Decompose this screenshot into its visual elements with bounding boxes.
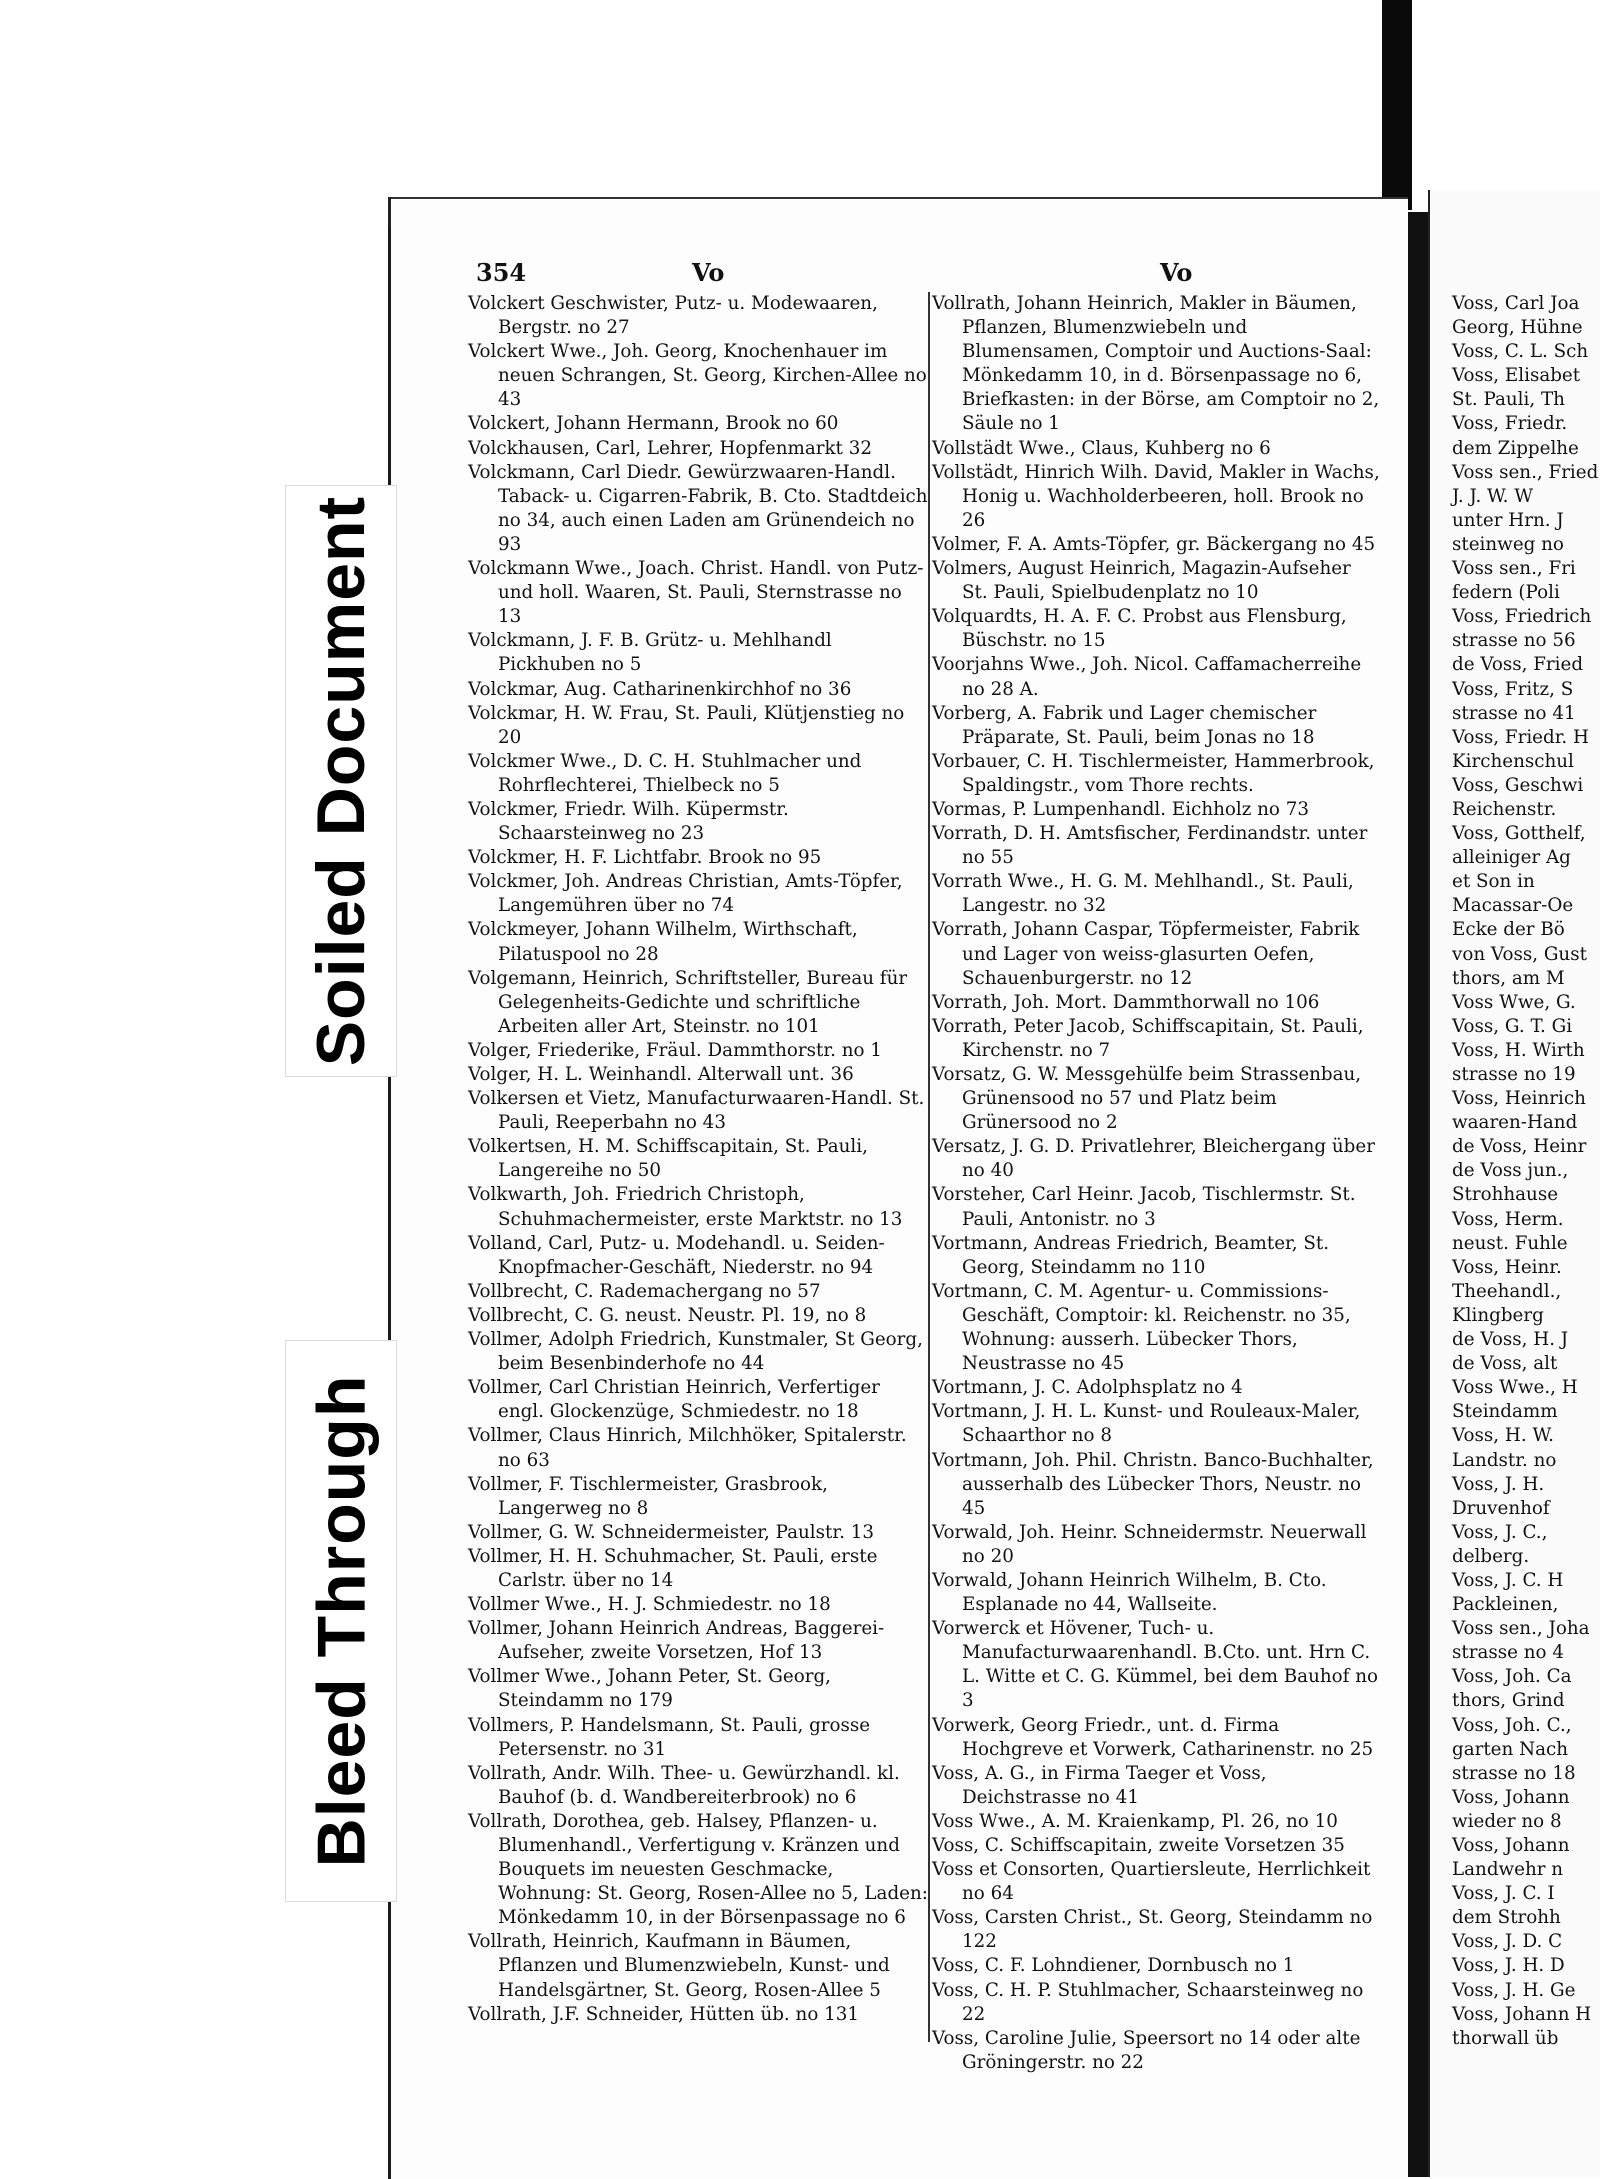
directory-entry: Voss, Fritz, S <box>1452 678 1574 700</box>
directory-entry: Vortmann, Andreas Friedrich, Beamter, St. Georg, Steindamm no 110 <box>932 1232 1330 1278</box>
directory-entry: Voss, Carl Joa <box>1452 293 1580 314</box>
directory-entry: J. J. W. W <box>1452 485 1534 507</box>
directory-entry: Voss Wwe., H <box>1452 1377 1578 1399</box>
directory-entry: Volmer, F. A. Amts-Töpfer, gr. Bäckergang no 45 <box>932 533 1376 555</box>
directory-entry: St. Pauli, Th <box>1452 389 1565 411</box>
directory-entry: Volger, H. L. Weinhandl. Alterwall unt. 36 <box>468 1064 854 1085</box>
middle-column <box>932 292 1380 2075</box>
page-gutter <box>1405 212 1429 2177</box>
directory-entry: Volckmar, H. W. Frau, St. Pauli, Klütjenstieg no 20 <box>468 702 905 748</box>
column-divider <box>928 292 930 2042</box>
directory-entry: de Voss jun., <box>1452 1160 1569 1182</box>
directory-entry: Volmers, August Heinrich, Magazin-Aufseher St. Pauli, Spielbudenplatz no 10 <box>932 558 1351 604</box>
left-column <box>468 292 928 2027</box>
directory-entry: de Voss, Fried <box>1452 654 1584 676</box>
directory-entry: Volquardts, H. A. F. C. Probst aus Flensburg, Büschstr. no 15 <box>932 606 1347 652</box>
directory-entry: Volckmer, Joh. Andreas Christian, Amts-Töpfer, Langemühren über no 74 <box>468 871 903 917</box>
book-spine <box>1382 0 1412 210</box>
directory-entry: Voss, Heinrich <box>1452 1088 1586 1110</box>
directory-entry: federn (Poli <box>1452 582 1560 604</box>
directory-entry: Kirchenschul <box>1452 750 1574 772</box>
directory-entry: Voss, H. Wirth <box>1452 1039 1585 1061</box>
directory-entry: Vollmer, G. W. Schneidermeister, Paulstr. 13 <box>468 1521 874 1543</box>
directory-entry: Voss, H. W. <box>1452 1425 1554 1447</box>
directory-entry: Vollmer Wwe., Johann Peter, St. Georg, Steindamm no 179 <box>468 1666 831 1712</box>
directory-entry: Volckmer, Friedr. Wilh. Küpermstr. Schaarsteinweg no 23 <box>468 798 789 845</box>
directory-entry: Volckmann Wwe., Joach. Christ. Handl. von Putz- und holl. Waaren, St. Pauli, Sternstrasse no 13 <box>468 558 924 628</box>
directory-entry: unter Hrn. J <box>1452 509 1564 531</box>
left-running-head: Vo <box>692 258 725 287</box>
directory-entry: Steindamm <box>1452 1401 1558 1423</box>
directory-entry: Vorwald, Joh. Heinr. Schneidermstr. Neuerwall no 20 <box>932 1521 1367 1567</box>
directory-entry: Voorjahns Wwe., Joh. Nicol. Caffamacherreihe no 28 A. <box>932 654 1362 700</box>
directory-entry: Vorbauer, C. H. Tischlermeister, Hammerbrook, Spaldingstr., vom Thore rechts. <box>932 750 1375 796</box>
directory-entry: Volckmeyer, Johann Wilhelm, Wirthschaft, Pilatuspool no 28 <box>468 919 858 965</box>
directory-entry: Voss, J. D. C <box>1452 1931 1563 1953</box>
directory-entry: Voss, Elisabet <box>1452 365 1581 387</box>
directory-entry: Vollrath, Andr. Wilh. Thee- u. Gewürzhandl. kl. Bauhof (b. d. Wandbereiterbrook) no 6 <box>468 1762 900 1808</box>
directory-entry: steinweg no <box>1452 533 1564 555</box>
directory-entry: Volckmann, Carl Diedr. Gewürzwaaren-Handl. Taback- u. Cigarren-Fabrik, B. Cto. Stadtdeich no 34, auch einen Laden am Grünendeich no 93 <box>468 461 928 555</box>
directory-entry: Vortmann, C. M. Agentur- u. Commissions-Geschäft, Comptoir: kl. Reichenstr. no 35, Wohnung: ausserh. Lübecker Thors, Neustrasse no 45 <box>932 1280 1351 1375</box>
directory-entry: Voss, J. H. D <box>1452 1955 1565 1977</box>
directory-entry: Voss, A. G., in Firma Taeger et Voss, Deichstrasse no 41 <box>932 1762 1267 1808</box>
directory-entry: Voss et Consorten, Quartiersleute, Herrlichkeit no 64 <box>932 1859 1371 1905</box>
directory-entry: Voss, C. Schiffscapitain, zweite Vorsetzen 35 <box>932 1835 1345 1856</box>
directory-entry: dem Strohh <box>1452 1907 1561 1929</box>
directory-entry: Vollrath, Dorothea, geb. Halsey, Pflanzen- u. Blumenhandl., Verfertigung v. Kränzen und Bouquets im neuesten Geschmacke, Wohnung: St. Georg, Rosen-Allee no 5, Laden: Mönkedamm 10, in der Börsenpassage no 6 <box>468 1810 928 1929</box>
directory-entry: Vorwerck et Hövener, Tuch- u. Manufacturwaarenhandl. B.Cto. unt. Hrn C. L. Witte et C. G. Kümmel, bei dem Bauhof no 3 <box>932 1618 1378 1712</box>
directory-entry: Vorrath, Peter Jacob, Schiffscapitain, St. Pauli, Kirchenstr. no 7 <box>932 1015 1364 1061</box>
directory-entry: Voss, J. C. I <box>1452 1883 1555 1905</box>
directory-entry: Vorberg, A. Fabrik und Lager chemischer Präparate, St. Pauli, beim Jonas no 18 <box>932 702 1317 748</box>
directory-entry: Versatz, J. G. D. Privatlehrer, Bleichergang über no 40 <box>932 1136 1375 1182</box>
directory-entry: neust. Fuhle <box>1452 1232 1568 1254</box>
directory-entry: Voss, J. C. H <box>1452 1569 1564 1591</box>
directory-entry: Volkersen et Vietz, Manufacturwaaren-Handl. St. Pauli, Reeperbahn no 43 <box>468 1088 925 1134</box>
directory-entry: Ecke der Bö <box>1452 919 1565 941</box>
directory-entry: et Son in <box>1452 871 1535 893</box>
directory-entry: Packleinen, <box>1452 1594 1559 1616</box>
directory-entry: Voss, Joh. C., <box>1452 1714 1572 1736</box>
directory-entry: Volckmer, H. F. Lichtfabr. Brook no 95 <box>468 847 822 869</box>
directory-entry: Vormas, P. Lumpenhandl. Eichholz no 73 <box>932 798 1310 820</box>
facing-page-column <box>1452 292 1600 2051</box>
directory-entry: Vorrath, Johann Caspar, Töpfermeister, Fabrik und Lager von weiss-glasurten Oefen, Schauenburgerstr. no 12 <box>932 919 1360 989</box>
directory-entry: Vorsatz, G. W. Messgehülfe beim Strassenbau, Grünensood no 57 und Platz beim Grünersood no 2 <box>932 1064 1362 1134</box>
directory-entry: Vorrath Wwe., H. G. M. Mehlhandl., St. Pauli, Langestr. no 32 <box>932 871 1354 917</box>
directory-entry: strasse no 56 <box>1452 630 1576 652</box>
directory-entry: von Voss, Gust <box>1452 943 1587 965</box>
directory-entry: Volckhausen, Carl, Lehrer, Hopfenmarkt 32 <box>468 437 872 459</box>
directory-entry: Voss sen., Fried <box>1452 461 1599 483</box>
directory-entry: strasse no 19 <box>1452 1064 1576 1085</box>
directory-entry: Voss sen., Joha <box>1452 1618 1590 1640</box>
directory-entry: Landstr. no <box>1452 1449 1557 1471</box>
directory-entry: Vorrath, Joh. Mort. Dammthorwall no 106 <box>932 991 1320 1013</box>
directory-entry: Voss, Carsten Christ., St. Georg, Steindamm no 122 <box>932 1907 1373 1953</box>
directory-entry: Volckert Wwe., Joh. Georg, Knochenhauer im neuen Schrangen, St. Georg, Kirchen-Allee no 43 <box>468 341 927 411</box>
directory-entry: delberg. <box>1452 1545 1530 1567</box>
directory-entry: Vollbrecht, C. G. neust. Neustr. Pl. 19, no 8 <box>468 1304 867 1326</box>
directory-entry: Strohhause <box>1452 1184 1559 1206</box>
directory-entry: Volgemann, Heinrich, Schriftsteller, Bureau für Gelegenheits-Gedichte und schriftliche Arbeiten aller Art, Steinstr. no 101 <box>468 967 908 1037</box>
directory-entry: Voss, Joh. Ca <box>1452 1666 1572 1688</box>
directory-entry: Voss, J. H. <box>1452 1473 1545 1495</box>
directory-entry: Vollmer Wwe., H. J. Schmiedestr. no 18 <box>468 1594 831 1616</box>
directory-entry: alleiniger Ag <box>1452 847 1571 869</box>
directory-entry: Voss, J. C., <box>1452 1521 1548 1543</box>
directory-entry: de Voss, alt <box>1452 1353 1558 1375</box>
directory-entry: Voss, Caroline Julie, Speersort no 14 oder alte Gröningerstr. no 22 <box>932 2027 1361 2073</box>
directory-entry: Vorrath, D. H. Amtsfischer, Ferdinandstr. unter no 55 <box>932 823 1368 869</box>
directory-entry: Vollmers, P. Handelsmann, St. Pauli, grosse Petersenstr. no 31 <box>468 1714 871 1760</box>
directory-entry: Vollrath, Heinrich, Kaufmann in Bäumen, Pflanzen und Blumenzwiebeln, Kunst- und Handelsgärtner, St. Georg, Rosen-Allee 5 <box>468 1931 890 2001</box>
directory-entry: wieder no 8 <box>1452 1810 1562 1832</box>
directory-entry: Volland, Carl, Putz- u. Modehandl. u. Seiden-Knopfmacher-Geschäft, Niederstr. no 94 <box>468 1232 885 1278</box>
right-running-head: Vo <box>1160 258 1193 287</box>
directory-entry: dem Zippelhe <box>1452 437 1579 459</box>
directory-entry: Georg, Hühne <box>1452 317 1583 339</box>
directory-entry: Voss, Heinr. <box>1452 1256 1562 1278</box>
directory-entry: Voss, Friedr. H <box>1452 726 1590 748</box>
directory-entry: Landwehr n <box>1452 1859 1564 1881</box>
directory-entry: Voss Wwe., A. M. Kraienkamp, Pl. 26, no 10 <box>932 1810 1338 1832</box>
directory-entry: Theehandl., <box>1452 1280 1562 1302</box>
directory-entry: Voss, C. H. P. Stuhlmacher, Schaarsteinweg no 22 <box>932 1979 1364 2025</box>
directory-entry: Vorwald, Johann Heinrich Wilhelm, B. Cto. Esplanade no 44, Wallseite. <box>932 1569 1327 1616</box>
directory-entry: Voss, Herm. <box>1452 1208 1564 1230</box>
directory-entry: Voss, Friedr. <box>1452 413 1568 435</box>
directory-entry: Vollmer, Claus Hinrich, Milchhöker, Spitalerstr. no 63 <box>468 1425 907 1471</box>
directory-entry: Voss, C. F. Lohndiener, Dornbusch no 1 <box>932 1955 1295 1977</box>
directory-entry: Volckmann, J. F. B. Grütz- u. Mehlhandl Pickhuben no 5 <box>468 630 832 676</box>
directory-entry: Vollmer, F. Tischlermeister, Grasbrook, Langerweg no 8 <box>468 1473 828 1519</box>
directory-entry: Vollstädt Wwe., Claus, Kuhberg no 6 <box>932 437 1271 459</box>
directory-entry: de Voss, H. J <box>1452 1329 1569 1351</box>
directory-entry: Vollmer, H. H. Schuhmacher, St. Pauli, erste Carlstr. über no 14 <box>468 1545 878 1591</box>
directory-entry: waaren-Hand <box>1452 1112 1578 1134</box>
directory-entry: Vortmann, Joh. Phil. Christn. Banco-Buchhalter, ausserhalb des Lübecker Thors, Neustr. no 45 <box>932 1449 1374 1519</box>
directory-entry: Volckert, Johann Hermann, Brook no 60 <box>468 413 839 435</box>
directory-entry: Voss, Johann <box>1452 1786 1570 1808</box>
directory-entry: de Voss, Heinr <box>1452 1136 1587 1158</box>
directory-entry: Druvenhof <box>1452 1497 1550 1519</box>
directory-entry: Voss, Gotthelf, <box>1452 823 1586 845</box>
directory-entry: Volckert Geschwister, Putz- u. Modewaaren, Bergstr. no 27 <box>468 293 878 339</box>
directory-entry: Vollrath, Johann Heinrich, Makler in Bäumen, Pflanzen, Blumenzwiebeln und Blumensamen, Comptoir und Auctions-Saal: Mönkedamm 10, in d. Börsenpassage no 6, Briefkasten: in der Börse, am Comptoir no 2, Säule no 1 <box>932 293 1380 435</box>
directory-entry: Klingberg <box>1452 1304 1544 1326</box>
directory-entry: Volger, Friederike, Fräul. Dammthorstr. no 1 <box>468 1039 882 1061</box>
directory-entry: Volckmer Wwe., D. C. H. Stuhlmacher und Rohrflechterei, Thielbeck no 5 <box>468 750 862 796</box>
directory-entry: Voss, Geschwi <box>1452 774 1584 796</box>
directory-entry: Macassar-Oe <box>1452 895 1574 917</box>
directory-entry: Vortmann, J. C. Adolphsplatz no 4 <box>932 1377 1243 1399</box>
directory-entry: Vollmer, Carl Christian Heinrich, Verfertiger engl. Glockenzüge, Schmiedestr. no 18 <box>468 1377 880 1423</box>
directory-entry: Voss, J. H. Ge <box>1452 1979 1576 2001</box>
directory-entry: strasse no 4 <box>1452 1642 1564 1664</box>
soiled-document-label <box>285 485 397 1077</box>
directory-entry: Vollmer, Adolph Friedrich, Kunstmaler, St Georg, beim Besenbinderhofe no 44 <box>468 1329 923 1375</box>
directory-entry: Voss Wwe, G. <box>1452 991 1576 1013</box>
directory-entry: Vollbrecht, C. Rademachergang no 57 <box>468 1280 821 1302</box>
directory-entry: Volkwarth, Joh. Friedrich Christoph, Schuhmachermeister, erste Marktstr. no 13 <box>468 1184 903 1230</box>
directory-entry: thors, am M <box>1452 967 1565 989</box>
directory-entry: thors, Grind <box>1452 1690 1565 1712</box>
page-corner-mark <box>388 197 421 227</box>
page-number: 354 <box>476 258 527 287</box>
directory-entry: Voss, Johann <box>1452 1835 1570 1856</box>
directory-entry: Voss, Friedrich <box>1452 606 1592 628</box>
directory-entry: strasse no 41 <box>1452 702 1576 724</box>
directory-entry: Vollstädt, Hinrich Wilh. David, Makler in Wachs, Honig u. Wachholderbeeren, holl. Brook no 26 <box>932 461 1380 531</box>
directory-entry: Voss, Johann H <box>1452 2003 1592 2025</box>
directory-entry: Voss sen., Fri <box>1452 558 1576 580</box>
directory-entry: thorwall üb <box>1452 2027 1559 2049</box>
directory-entry: Voss, C. L. Sch <box>1452 341 1589 363</box>
bleed-through-label-text: Bleed Through <box>303 1374 380 1868</box>
directory-entry: Volckmar, Aug. Catharinenkirchhof no 36 <box>468 678 852 700</box>
directory-entry: strasse no 18 <box>1452 1762 1576 1784</box>
directory-entry: Volkertsen, H. M. Schiffscapitain, St. Pauli, Langereihe no 50 <box>468 1136 868 1182</box>
directory-entry: Voss, G. T. Gi <box>1452 1015 1573 1037</box>
directory-entry: Reichenstr. <box>1452 798 1557 820</box>
soiled-document-label-text: Soiled Document <box>303 495 380 1067</box>
directory-entry: Vorwerk, Georg Friedr., unt. d. Firma Hochgreve et Vorwerk, Catharinenstr. no 25 <box>932 1714 1374 1760</box>
directory-entry: Vorsteher, Carl Heinr. Jacob, Tischlermstr. St. Pauli, Antonistr. no 3 <box>932 1184 1356 1230</box>
directory-entry: Vortmann, J. H. L. Kunst- und Rouleaux-Maler, Schaarthor no 8 <box>932 1401 1361 1447</box>
directory-entry: Vollmer, Johann Heinrich Andreas, Baggerei-Aufseher, zweite Vorsetzen, Hof 13 <box>468 1618 885 1664</box>
bleed-through-label <box>285 1340 397 1902</box>
directory-entry: Vollrath, J.F. Schneider, Hütten üb. no 131 <box>468 2003 860 2025</box>
directory-entry: garten Nach <box>1452 1738 1568 1760</box>
